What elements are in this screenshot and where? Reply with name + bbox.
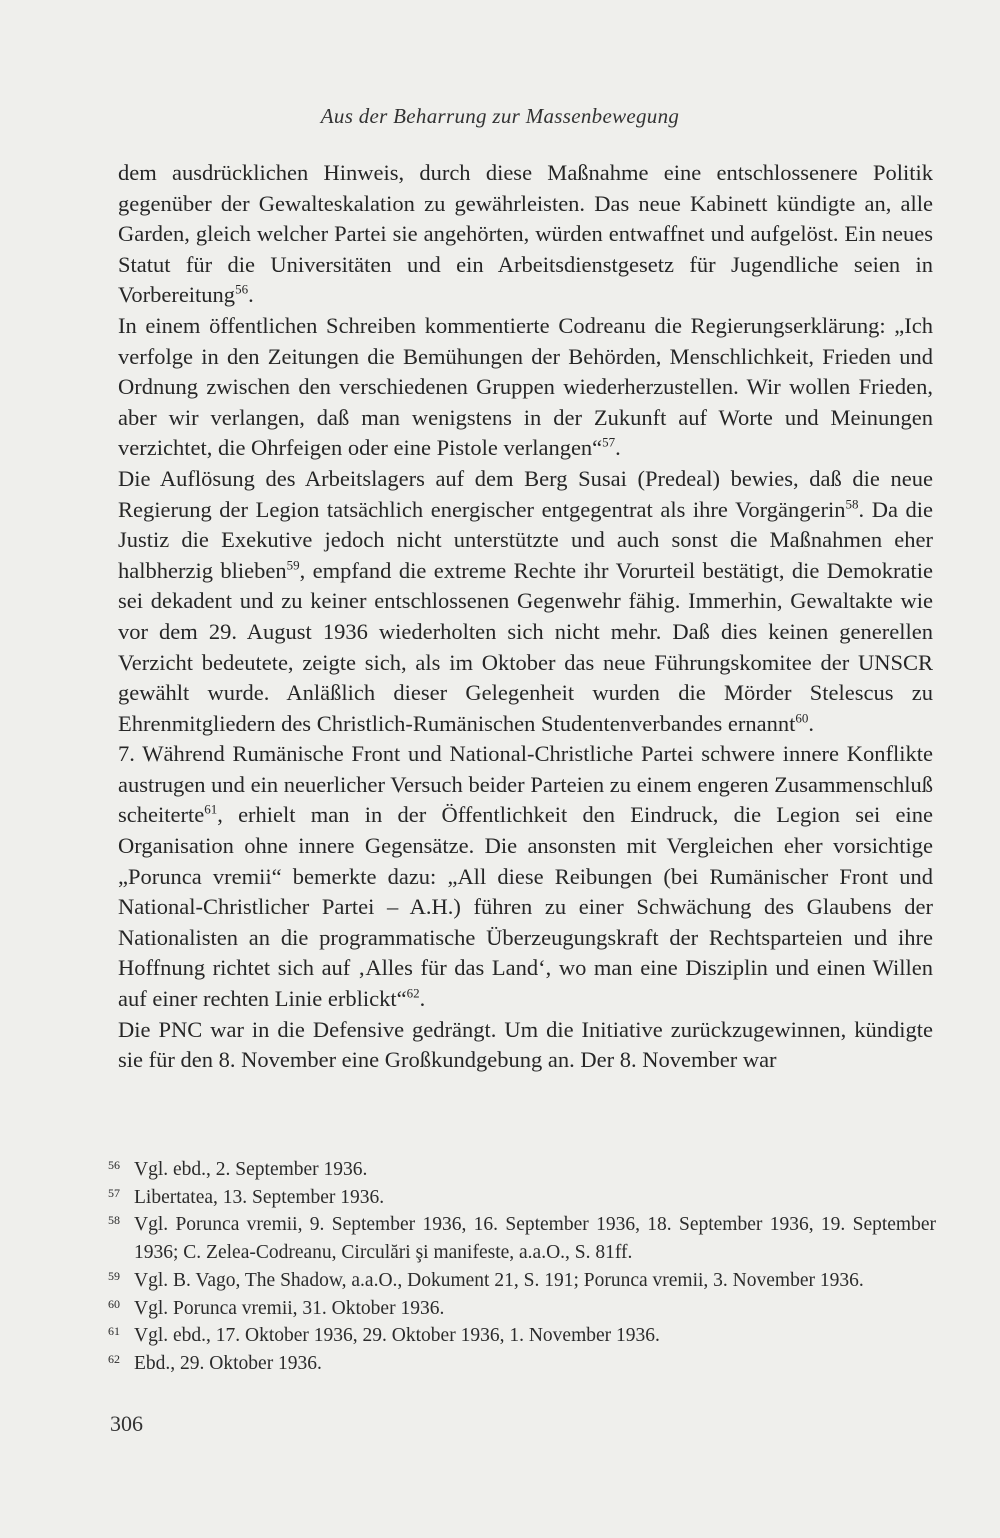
- running-head: Aus der Beharrung zur Massenbewegung: [320, 104, 680, 128]
- footnote-reference: 56: [235, 281, 249, 297]
- footnote: [108, 1350, 936, 1378]
- footnote-text: Vgl. ebd., 2. September 1936.: [134, 1159, 368, 1180]
- footnotes: [108, 1156, 936, 1378]
- footnote: [108, 1267, 936, 1295]
- main-text: [118, 158, 933, 1076]
- paragraph: [118, 158, 933, 311]
- paragraph-text: In einem öffentlichen Schreiben kommentierte Codreanu die Regierungserklärung: „Ich verfolge in den Zeitungen die Bemühungen der Behörden, Menschlichkeit, Frieden und Ordnung zwischen den verschiedenen Gruppen wiederherzustellen. Wir wollen Frieden, aber wir verlangen, daß man wenigstens in der Zukunft auf Worte und Meinungen verzichtet, die Ohrfeigen oder eine Pistole verlangen“: [118, 312, 933, 461]
- paragraph-text: , empfand die extreme Rechte ihr Vorurteil bestätigt, die Demokratie sei dekadent und zu keiner entschlossenen Gegenwehr fähig. Immerhin, Gewaltakte wie vor dem 29. August 1936 wiederholten sich nicht mehr. Daß dies keinen generellen Verzicht bedeutete, zeigte sich, als im Oktober das neue Führungskomitee der UNSCR gewählt wurde. Anläßlich dieser Gelegenheit wurden die Mörder Stelescus zu Ehrenmitgliedern des Christlich-Rumänischen Studentenverbandes ernannt: [118, 557, 934, 736]
- footnote-reference: 58: [845, 496, 859, 512]
- footnote-number: 58: [108, 1213, 120, 1228]
- paragraph: [118, 1015, 933, 1076]
- footnote-number: 61: [108, 1324, 120, 1339]
- footnote-text: Vgl. ebd., 17. Oktober 1936, 29. Oktober 1936, 1. November 1936.: [134, 1325, 660, 1347]
- paragraph-text: .: [808, 710, 814, 736]
- paragraph-text: 7. Während Rumänische Front und National-Christliche Partei schwere innere Konflikte austrugen und ein neuerlicher Versuch beider Parteien zu einem engeren Zusammenschluß scheiterte: [118, 741, 933, 828]
- paragraph-text: dem ausdrücklichen Hinweis, durch diese Maßnahme eine entschlossenere Politik gegenüber der Gewalteskalation zu gewährleisten. Das neue Kabinett kündigte an, alle Garden, gleich welcher Partei sie angehörten, würden entwaffnet und aufgelöst. Ein neues Statut für die Universitäten und ein Arbeitsdienstgesetz für Jugendliche seien in Vorbereitung: [118, 160, 933, 308]
- paragraph-text: .: [419, 986, 426, 1012]
- footnote-reference: 61: [204, 801, 218, 817]
- footnote: [108, 1322, 936, 1350]
- footnote-text: Ebd., 29. Oktober 1936.: [134, 1352, 322, 1374]
- footnote: [108, 1184, 936, 1212]
- paragraph-text: Die Auflösung des Arbeitslagers auf dem Berg Susai (Predeal) bewies, daß die neue Regierung der Legion tatsächlich energischer entgegentrat als ihre Vorgängerin: [118, 465, 933, 522]
- footnote-text: Vgl. Poruncа vremii, 9. September 1936, 16. September 1936, 18. September 1936, 19. September 1936; C. Zelea-Codreanu, Circulări şi manifeste, a.a.O., S. 81ff.: [134, 1214, 936, 1264]
- footnote-reference: 60: [795, 710, 809, 726]
- paragraph: [118, 464, 933, 739]
- footnote-reference: 62: [406, 985, 420, 1001]
- paragraph-text: .: [615, 435, 621, 461]
- footnote: [108, 1295, 936, 1323]
- footnote-number: 62: [108, 1351, 120, 1366]
- paragraph-text: . Da die Justiz die Exekutive jedoch nicht unterstützte und auch sonst die Maßnahmen eher halbherzig blieben: [118, 496, 933, 583]
- footnote-number: 56: [108, 1158, 120, 1172]
- paragraph-text: .: [248, 282, 254, 308]
- footnote-number: 60: [108, 1296, 120, 1311]
- footnote-text: Vgl. Porunca vremii, 31. Oktober 1936.: [134, 1297, 445, 1319]
- paragraph: [118, 739, 933, 1014]
- footnote-number: 59: [108, 1268, 120, 1283]
- paragraph-text: Die PNC war in die Defensive gedrängt. Um die Initiative zurückzugewinnen, kündigte sie für den 8. November eine Großkundgebung an. Der 8. November war: [118, 1016, 933, 1073]
- footnote-number: 57: [108, 1185, 120, 1200]
- page-number: 306: [110, 1411, 143, 1436]
- footnote-reference: 59: [286, 557, 300, 573]
- paragraph: [118, 311, 933, 464]
- paragraph-text: , erhielt man in der Öffentlichkeit den Eindruck, die Legion sei eine Organisation ohne innere Gegensätze. Die ansonsten mit Vergleichen eher vorsichtige „Porunca vremii“ bemerkte dazu: „All diese Reibungen (bei Rumänischer Front und National-Christlicher Partei – A.H.) führen zu einer Schwächung des Glaubens der Nationalisten an die programmatische Überzeugungskraft der Rechtsparteien und ihre Hoffnung richtet sich auf ‚Alles für das Land‘, wo man eine Disziplin und einen Willen auf einer rechten Linie erblickt“: [118, 802, 933, 1012]
- footnote: [108, 1156, 936, 1184]
- footnote-text: Vgl. B. Vago, The Shadow, a.a.O., Dokument 21, S. 191; Porunca vremii, 3. November 1936.: [134, 1269, 864, 1291]
- footnote-text: Libertatea, 13. September 1936.: [134, 1186, 385, 1208]
- footnote: [108, 1211, 936, 1266]
- footnote-reference: 57: [602, 434, 616, 450]
